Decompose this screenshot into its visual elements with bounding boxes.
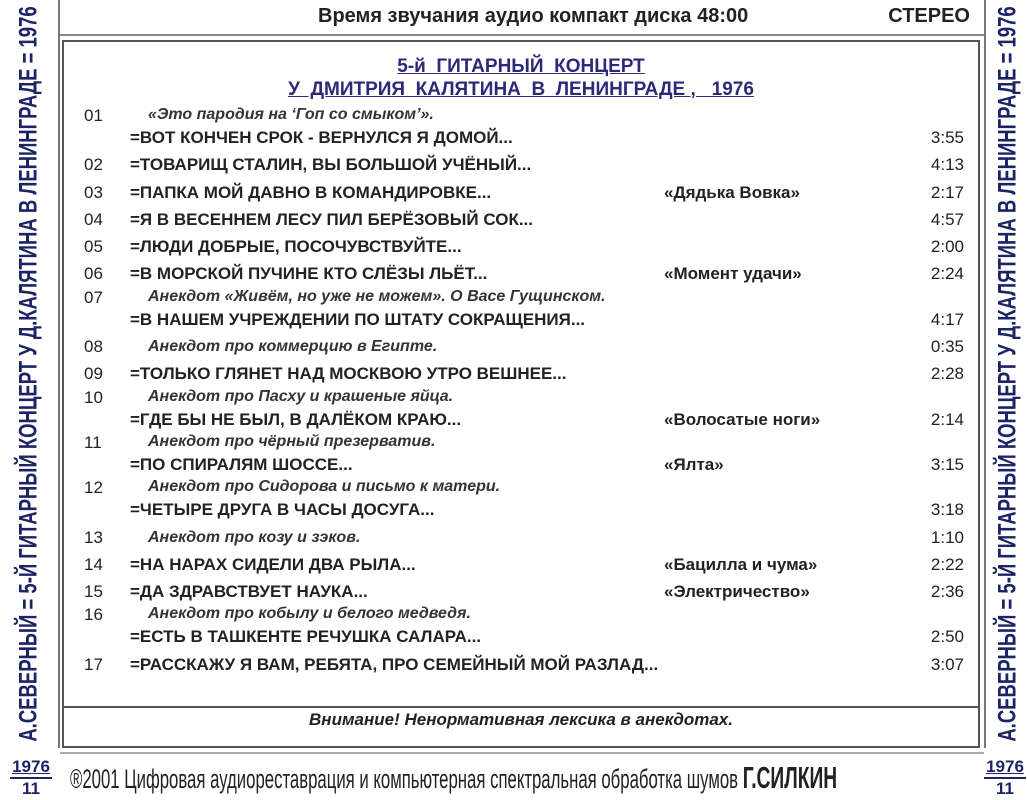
track-title: =В МОРСКОЙ ПУЧИНЕ КТО СЛЁЗЫ ЛЬЁТ... <box>130 264 488 284</box>
album-title-line1: 5-й ГИТАРНЫЙ КОНЦЕРТ <box>397 56 645 77</box>
track-title: =ПАПКА МОЙ ДАВНО В КОМАНДИРОВКЕ... <box>130 182 492 202</box>
track-title: =ТОЛЬКО ГЛЯНЕТ НАД МОСКВОЮ УТРО ВЕШНЕЕ... <box>130 364 567 384</box>
track-main <box>64 623 978 650</box>
track-row <box>64 388 978 433</box>
track-title: =ГДЕ БЫ НЕ БЫЛ, В ДАЛЁКОМ КРАЮ... <box>130 409 462 429</box>
left-spine <box>0 0 60 748</box>
track-main <box>64 333 978 360</box>
track-duration: 3:18 <box>930 500 964 520</box>
track-row <box>64 333 978 360</box>
track-row <box>64 260 978 287</box>
track-duration: 0:35 <box>930 337 964 357</box>
track-title: =ЛЮДИ ДОБРЫЕ, ПОСОЧУВСТВУЙТЕ... <box>130 237 462 257</box>
catalog-badge <box>10 757 52 799</box>
track-alt-title: «Ялта» <box>664 454 724 474</box>
track-main <box>64 524 978 551</box>
track-row <box>64 551 978 578</box>
track-duration: 2:36 <box>930 582 964 602</box>
catalog-number: 11 <box>996 779 1014 798</box>
track-row <box>64 288 978 333</box>
right-spine <box>984 0 1027 748</box>
track-title: =ЕСТЬ В ТАШКЕНТЕ РЕЧУШКА САЛАРА... <box>130 627 482 647</box>
duration-text: Время звучания аудио компакт диска 48:00 <box>318 5 749 27</box>
track-row <box>64 233 978 260</box>
catalog-number: 11 <box>22 779 40 798</box>
track-anecdote: Анекдот про козу и зэков. <box>148 528 361 546</box>
track-main <box>64 651 978 678</box>
stereo-label: СТЕРЕО <box>888 5 970 27</box>
track-main <box>64 206 978 233</box>
track-alt-title: «Дядька Вовка» <box>664 182 800 202</box>
track-note: Анекдот про Пасху и крашеные яйца. <box>148 387 454 405</box>
track-row <box>64 206 978 233</box>
track-number: 12 <box>84 478 103 498</box>
header <box>60 0 984 36</box>
track-row <box>64 106 978 151</box>
track-main <box>64 124 978 151</box>
track-note: «Это пародия на ‘Гоп со смыком’». <box>148 106 434 123</box>
track-note: Анекдот про кобылу и белого медведя. <box>148 605 471 623</box>
track-list <box>64 106 978 678</box>
track-duration: 2:17 <box>930 182 964 202</box>
track-row <box>64 605 978 650</box>
track-main <box>64 260 978 287</box>
track-main <box>64 233 978 260</box>
track-alt-title: «Момент удачи» <box>664 264 802 284</box>
track-main <box>64 151 978 178</box>
track-row <box>64 578 978 605</box>
track-note: Анекдот «Живём, но уже не можем». О Васе Гущинском. <box>148 287 606 305</box>
track-alt-title: «Волосатые ноги» <box>664 409 821 429</box>
track-duration: 2:14 <box>930 409 964 429</box>
track-row <box>64 433 978 478</box>
track-main <box>64 360 978 387</box>
track-row <box>64 151 978 178</box>
track-row <box>64 651 978 678</box>
track-number: 17 <box>84 654 103 674</box>
track-number: 16 <box>84 605 103 625</box>
track-number: 04 <box>84 209 103 229</box>
track-title: =ДА ЗДРАВСТВУЕТ НАУКА... <box>130 582 368 602</box>
track-row <box>64 524 978 551</box>
catalog-year: 1976 <box>984 757 1026 779</box>
track-note: Анекдот про Сидорова и письмо к матери. <box>148 478 501 496</box>
track-duration: 2:28 <box>930 364 964 384</box>
spine-text: А.СЕВЕРНЫЙ = 5-Й ГИТАРНЫЙ КОНЦЕРТ У Д.КАЛЯТИНА В ЛЕНИНГРАДЕ = 1976 <box>993 6 1021 742</box>
track-number: 15 <box>84 582 103 602</box>
spine-text: А.СЕВЕРНЫЙ = 5-Й ГИТАРНЫЙ КОНЦЕРТ У Д.КАЛЯТИНА В ЛЕНИНГРАДЕ = 1976 <box>14 6 43 742</box>
track-duration: 3:15 <box>930 454 964 474</box>
track-main <box>64 179 978 206</box>
catalog-badge <box>984 757 1026 799</box>
track-duration: 4:57 <box>930 209 964 229</box>
track-number: 11 <box>84 432 102 452</box>
track-note: Анекдот про чёрный презерватив. <box>148 432 436 450</box>
track-main <box>64 551 978 578</box>
track-main <box>64 496 978 523</box>
catalog-year: 1976 <box>10 757 52 779</box>
track-duration: 3:07 <box>930 654 964 674</box>
track-row <box>64 179 978 206</box>
track-number: 01 <box>84 106 103 125</box>
track-title: =ВОТ КОНЧЕН СРОК - ВЕРНУЛСЯ Я ДОМОЙ... <box>130 128 513 147</box>
track-title: =Я В ВЕСЕННЕМ ЛЕСУ ПИЛ БЕРЁЗОВЫЙ СОК... <box>130 209 533 229</box>
track-duration: 1:10 <box>930 527 964 547</box>
track-title: =НА НАРАХ СИДЕЛИ ДВА РЫЛА... <box>130 554 416 574</box>
track-duration: 2:50 <box>930 627 964 647</box>
track-alt-title: «Бацилла и чума» <box>664 554 818 574</box>
divider <box>64 706 978 708</box>
credit-text: ®2001 Цифровая аудиореставрация и компьютерная спектральная обработка шумов <box>70 764 743 794</box>
track-anecdote: Анекдот про коммерцию в Египте. <box>148 338 438 356</box>
track-duration: 2:24 <box>930 264 964 284</box>
track-duration: 4:13 <box>930 155 964 175</box>
warning-text: Внимание! Ненормативная лексика в анекдотах. <box>309 710 733 729</box>
footer <box>60 752 984 800</box>
track-row <box>64 360 978 387</box>
track-main <box>64 406 978 433</box>
track-duration: 2:22 <box>930 554 964 574</box>
track-title: =ЧЕТЫРЕ ДРУГА В ЧАСЫ ДОСУГА... <box>130 500 435 520</box>
track-title: =РАССКАЖУ Я ВАМ, РЕБЯТА, ПРО СЕМЕЙНЫЙ МОЙ РАЗЛАД... <box>130 654 659 674</box>
footer-credit <box>70 760 837 796</box>
track-duration: 3:55 <box>930 128 964 147</box>
track-number: 02 <box>84 155 103 175</box>
track-number: 13 <box>84 527 103 547</box>
track-number: 14 <box>84 554 103 574</box>
track-main <box>64 578 978 605</box>
track-main <box>64 451 978 478</box>
track-title: =ПО СПИРАЛЯМ ШОССЕ... <box>130 454 353 474</box>
track-duration: 4:17 <box>930 309 964 329</box>
track-number: 06 <box>84 264 103 284</box>
track-title: =ТОВАРИЩ СТАЛИН, ВЫ БОЛЬШОЙ УЧЁНЫЙ... <box>130 155 532 175</box>
album-title-line2: У ДМИТРИЯ КАЛЯТИНА В ЛЕНИНГРАДЕ , 1976 <box>288 79 754 100</box>
track-title: =В НАШЕМ УЧРЕЖДЕНИИ ПО ШТАТУ СОКРАЩЕНИЯ... <box>130 309 586 329</box>
track-row <box>64 478 978 523</box>
track-number: 03 <box>84 182 103 202</box>
track-number: 07 <box>84 287 103 307</box>
track-number: 09 <box>84 364 103 384</box>
track-number: 08 <box>84 337 103 357</box>
tracklist-box <box>62 40 980 748</box>
track-number: 05 <box>84 237 103 257</box>
track-number: 10 <box>84 387 103 407</box>
credit-author: Г.СИЛКИН <box>742 760 838 795</box>
track-alt-title: «Электричество» <box>664 582 810 602</box>
track-main <box>64 306 978 333</box>
track-duration: 2:00 <box>930 237 964 257</box>
